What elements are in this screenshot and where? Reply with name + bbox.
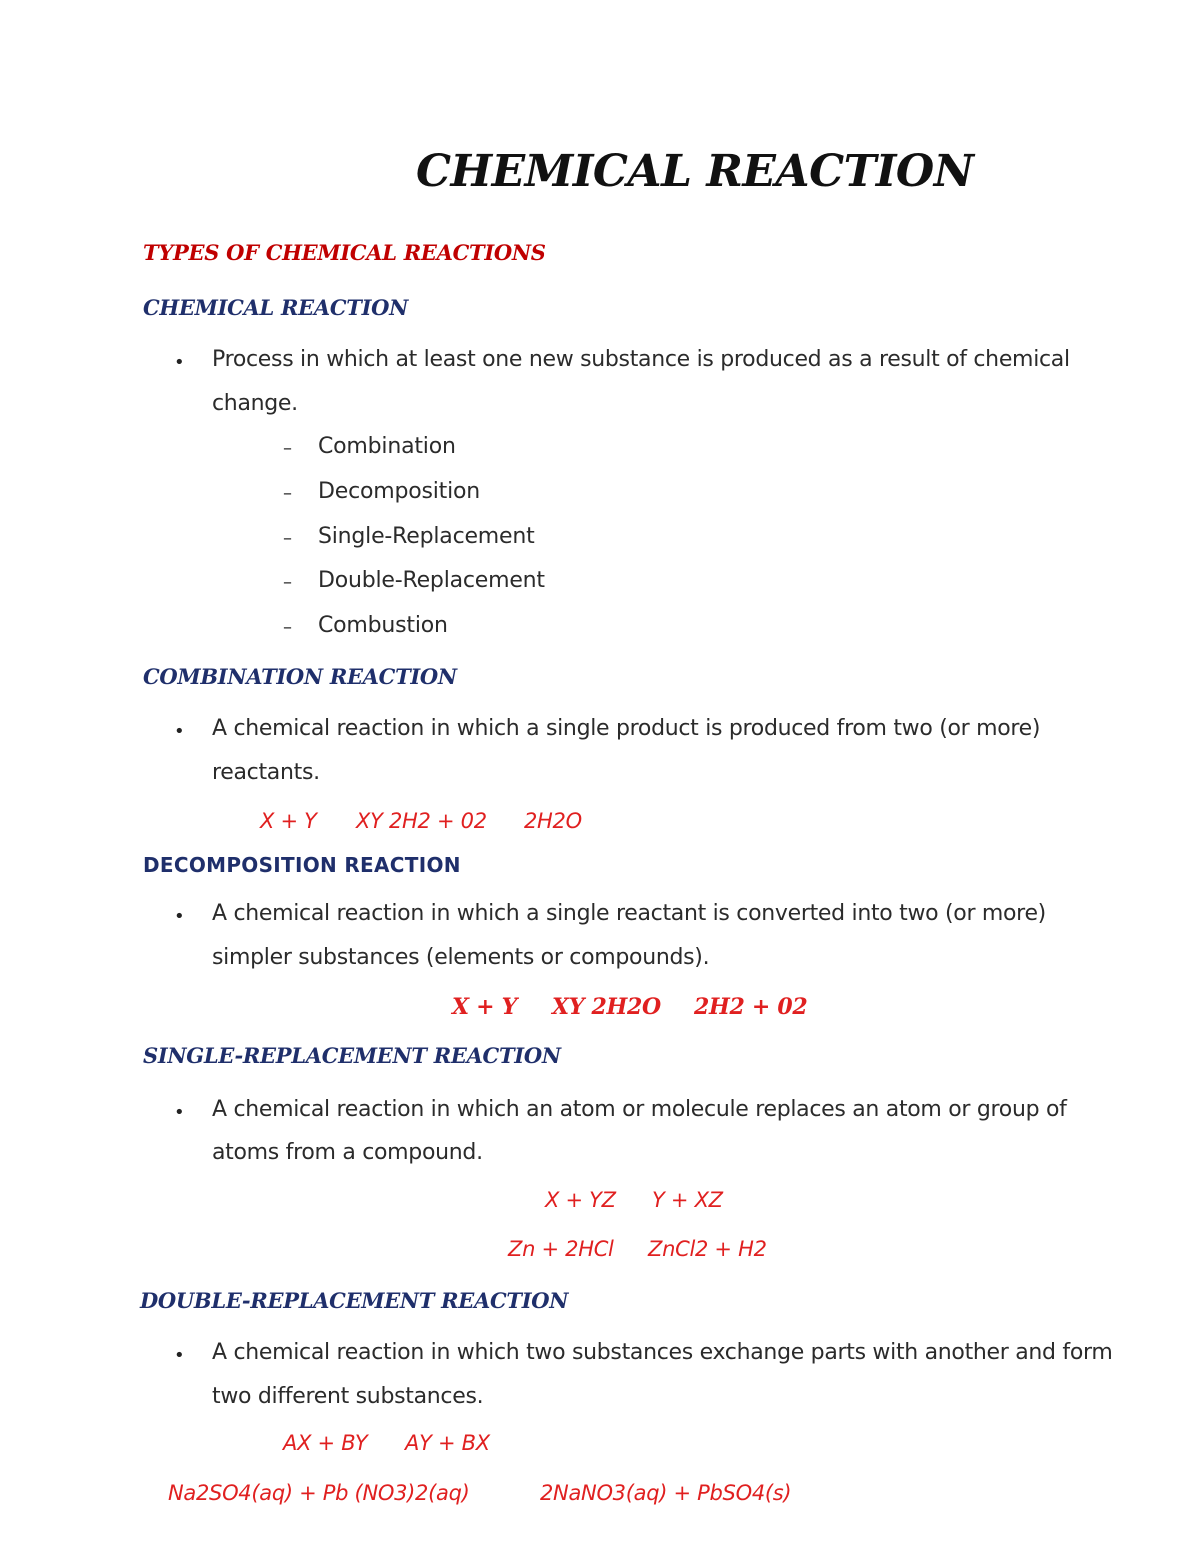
combination-definition-line2: reactants. bbox=[212, 760, 320, 785]
single-replacement-heading: SINGLE-REPLACEMENT REACTION bbox=[143, 1043, 561, 1068]
types-heading: TYPES OF CHEMICAL REACTIONS bbox=[143, 240, 546, 265]
decomposition-equation-part: XY 2H2O bbox=[552, 994, 661, 1020]
bullet-icon: • bbox=[174, 352, 185, 373]
combination-equation-part: X + Y bbox=[260, 809, 317, 833]
double-definition-line1: A chemical reaction in which two substances exchange parts with another and form bbox=[212, 1340, 1113, 1365]
dash-icon: – bbox=[283, 438, 292, 459]
bullet-icon: • bbox=[174, 906, 185, 927]
dash-icon: – bbox=[283, 483, 292, 504]
single-equation-part: X + YZ bbox=[545, 1188, 616, 1212]
type-item: Decomposition bbox=[318, 479, 481, 504]
type-item: Double-Replacement bbox=[318, 568, 545, 593]
page-title: CHEMICAL REACTION bbox=[416, 146, 974, 197]
decomposition-heading: DECOMPOSITION REACTION bbox=[143, 853, 461, 877]
single-equation-part: Y + XZ bbox=[652, 1188, 723, 1212]
single-definition-line2: atoms from a compound. bbox=[212, 1140, 483, 1165]
decomposition-equation-part: 2H2 + 02 bbox=[694, 994, 808, 1020]
type-item: Combination bbox=[318, 434, 456, 459]
bullet-icon: • bbox=[174, 721, 185, 742]
combination-heading: COMBINATION REACTION bbox=[143, 664, 457, 689]
double-equation-part: AY + BX bbox=[405, 1431, 490, 1455]
type-item: Combustion bbox=[318, 613, 448, 638]
double-replacement-heading: DOUBLE-REPLACEMENT REACTION bbox=[140, 1288, 569, 1313]
chemical-definition-line2: change. bbox=[212, 391, 298, 416]
combination-equation-part: XY 2H2 + 02 bbox=[356, 809, 487, 833]
dash-icon: – bbox=[283, 617, 292, 638]
single-equation-part: Zn + 2HCl bbox=[508, 1237, 614, 1261]
double-definition-line2: two different substances. bbox=[212, 1384, 484, 1409]
single-equation-part: ZnCl2 + H2 bbox=[648, 1237, 767, 1261]
decomposition-definition-line2: simpler substances (elements or compounds). bbox=[212, 945, 710, 970]
chemical-reaction-heading: CHEMICAL REACTION bbox=[143, 295, 409, 320]
double-equation-part: 2NaNO3(aq) + PbSO4(s) bbox=[540, 1481, 792, 1505]
single-definition-line1: A chemical reaction in which an atom or molecule replaces an atom or group of bbox=[212, 1097, 1067, 1122]
double-equation-part: AX + BY bbox=[283, 1431, 368, 1455]
double-equation-part: Na2SO4(aq) + Pb (NO3)2(aq) bbox=[168, 1481, 470, 1505]
combination-equation-part: 2H2O bbox=[524, 809, 582, 833]
type-item: Single-Replacement bbox=[318, 524, 535, 549]
bullet-icon: • bbox=[174, 1102, 185, 1123]
chemical-definition-line1: Process in which at least one new substance is produced as a result of chemical bbox=[212, 347, 1070, 372]
decomposition-definition-line1: A chemical reaction in which a single reactant is converted into two (or more) bbox=[212, 901, 1046, 926]
bullet-icon: • bbox=[174, 1345, 185, 1366]
combination-definition-line1: A chemical reaction in which a single product is produced from two (or more) bbox=[212, 716, 1041, 741]
dash-icon: – bbox=[283, 572, 292, 593]
dash-icon: – bbox=[283, 528, 292, 549]
decomposition-equation-part: X + Y bbox=[452, 994, 518, 1020]
